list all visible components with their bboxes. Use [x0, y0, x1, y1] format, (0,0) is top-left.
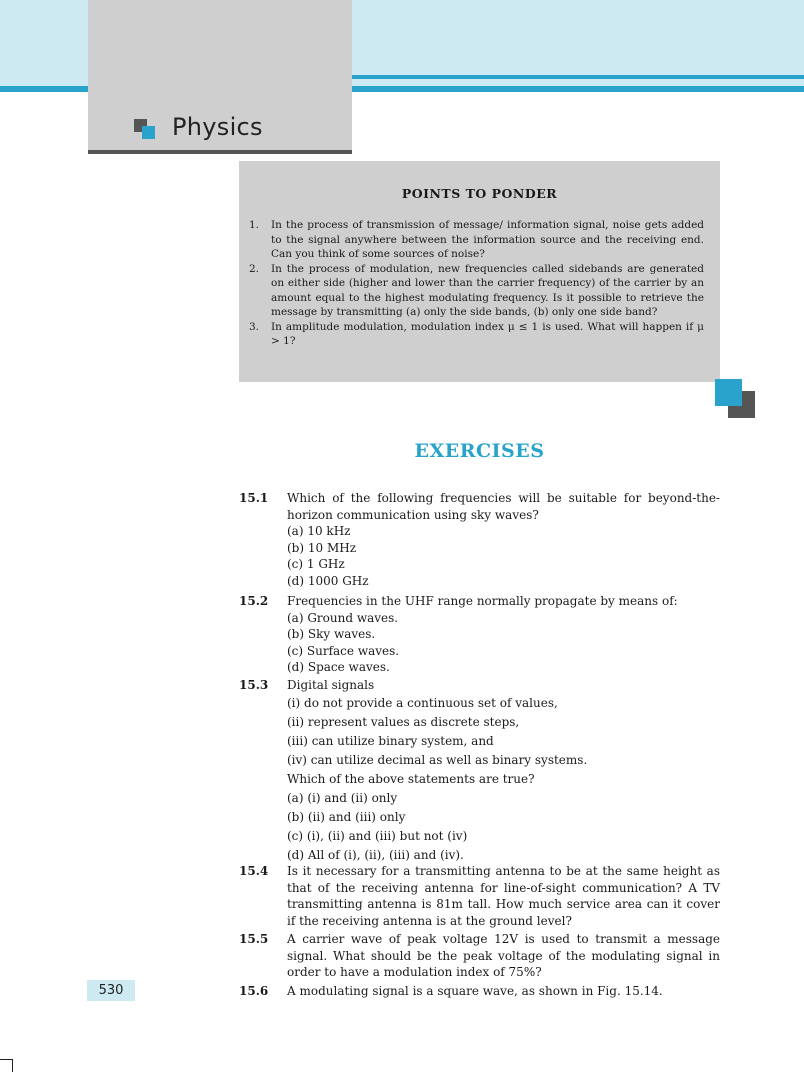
exercise-15-6 — [239, 983, 720, 1000]
exercise-15-3 — [239, 677, 720, 865]
option: (d) Space waves. — [287, 660, 390, 674]
exercise-text: Which of the following frequencies will be suitable for beyond-the-horizon communication using sky waves? — [287, 491, 720, 522]
crop-mark-bottom-left — [0, 1059, 13, 1072]
option: (b) 10 MHz — [287, 540, 357, 555]
statement: (iii) can utilize binary system, and — [287, 733, 494, 748]
ponder-list — [249, 218, 704, 349]
chapter-title: Physics — [172, 113, 263, 141]
exercise-number: 15.6 — [239, 984, 269, 998]
exercise-number: 15.5 — [239, 932, 269, 946]
exercise-number: 15.1 — [239, 491, 269, 505]
option: (c) Surface waves. — [287, 643, 400, 658]
option: (b) (ii) and (iii) only — [287, 809, 406, 824]
exercise-15-5 — [239, 931, 720, 981]
exercise-number: 15.2 — [239, 594, 269, 608]
page-number: 530 — [87, 980, 135, 1001]
statement: (ii) represent values as discrete steps, — [287, 714, 520, 729]
exercises-heading: EXERCISES — [414, 440, 545, 462]
option: (a) Ground waves. — [287, 610, 399, 625]
ponder-item: 1. In the process of transmission of message/ information signal, noise gets added to the signal anywhere between the information source and the receiving end. Can you think of some sources of noise? — [249, 219, 704, 260]
exercise-text: Is it necessary for a transmitting antenna to be at the same height as that of the receiving antenna for line-of-sight communication? A TV transmitting antenna is 81m tall. How much service area can it cover if the receiving antenna is at the ground level? — [287, 864, 720, 928]
exercise-15-1 — [239, 490, 720, 589]
exercise-text: A carrier wave of peak voltage 12V is used to transmit a message signal. What should be the peak voltage of the modulating signal in order to have a modulation index of 75%? — [287, 932, 720, 979]
chapter-squares-icon — [134, 119, 156, 141]
option: (c) (i), (ii) and (iii) but not (iv) — [287, 828, 468, 843]
option: (c) 1 GHz — [287, 557, 345, 571]
option: (d) 1000 GHz — [287, 573, 369, 588]
exercise-text: A modulating signal is a square wave, as shown in Fig. 15.14. — [287, 984, 663, 998]
exercise-text: Frequencies in the UHF range normally propagate by means of: — [287, 594, 678, 608]
ponder-item: 2. In the process of modulation, new frequencies called sidebands are generated on either side (higher and lower than the carrier frequency) of the carrier by an amount equal to the highest modulating frequency. Is it possible to retrieve the message by transmitting (a) only the side bands, (b) only one side band? — [249, 262, 704, 318]
option: (a) 10 kHz — [287, 524, 351, 538]
option: (b) Sky waves. — [287, 627, 376, 641]
exercise-text: Digital signals — [287, 678, 375, 692]
points-to-ponder-box — [239, 161, 720, 382]
exercise-15-4 — [239, 863, 720, 929]
option: (a) (i) and (ii) only — [287, 790, 398, 805]
exercise-15-2 — [239, 593, 720, 676]
exercise-number: 15.4 — [239, 864, 269, 878]
header-rule-upper — [352, 75, 804, 79]
chapter-tab — [88, 0, 352, 154]
ponder-item: 3. In amplitude modulation, modulation index μ ≤ 1 is used. What will happen if μ > 1? — [249, 320, 704, 347]
ponder-title: POINTS TO PONDER — [401, 186, 558, 201]
statement: (iv) can utilize decimal as well as binary systems. — [287, 752, 588, 767]
question-prompt: Which of the above statements are true? — [287, 771, 535, 786]
decorative-square-blue — [715, 379, 742, 406]
option: (d) All of (i), (ii), (iii) and (iv). — [287, 847, 464, 862]
statement: (i) do not provide a continuous set of values, — [287, 695, 558, 710]
exercise-number: 15.3 — [239, 678, 269, 692]
